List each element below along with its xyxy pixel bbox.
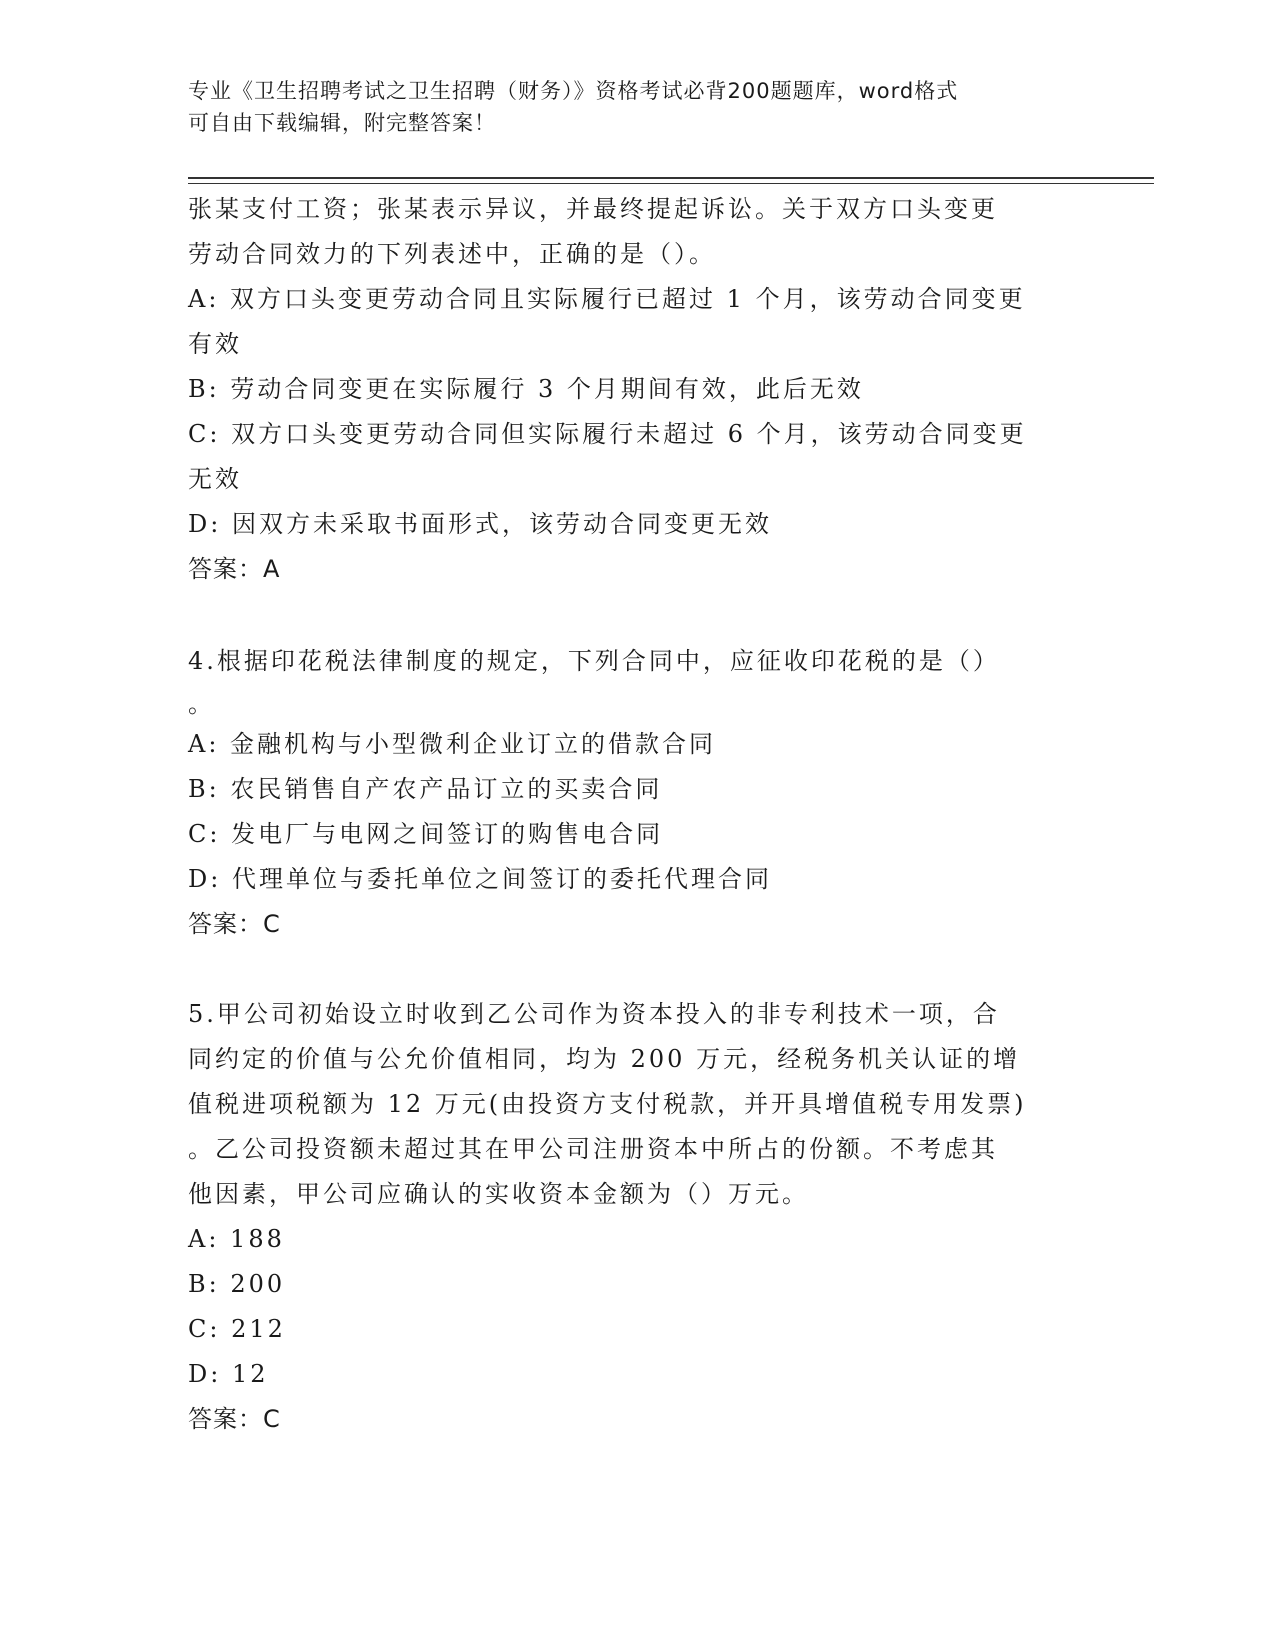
question-stem-line: 张某支付工资；张某表示异议，并最终提起诉讼。关于双方口头变更 (188, 195, 998, 223)
option-b: B: 农民销售自产农产品订立的买卖合同 (188, 775, 663, 803)
option-a: A: 金融机构与小型微利企业订立的借款合同 (188, 730, 717, 758)
question-stem-line: 5.甲公司初始设立时收到乙公司作为资本投入的非专利技术一项，合 (188, 1000, 1000, 1028)
option-a-continued: 有效 (188, 330, 242, 358)
question-stem-line: 劳动合同效力的下列表述中，正确的是（）。 (188, 240, 716, 268)
question-4 (188, 637, 1088, 947)
question-stem-line: 值税进项税额为 12 万元(由投资方支付税款，并开具增值税专用发票) (188, 1090, 1027, 1118)
page-header (188, 75, 1088, 139)
header-divider-thin (188, 183, 1154, 184)
question-stem-line: 。乙公司投资额未超过其在甲公司注册资本中所占的份额。不考虑其 (188, 1135, 998, 1163)
document-body (188, 187, 1088, 1442)
answer-label: 答案：C (188, 910, 281, 938)
option-d: D: 因双方未采取书面形式，该劳动合同变更无效 (188, 510, 772, 538)
question-3 (188, 187, 1088, 592)
header-divider-thick (188, 177, 1154, 179)
answer-label: 答案：A (188, 555, 281, 583)
answer-label: 答案：C (188, 1405, 281, 1433)
option-b: B: 劳动合同变更在实际履行 3 个月期间有效，此后无效 (188, 375, 864, 403)
document-title-line-1: 专业《卫生招聘考试之卫生招聘（财务）》资格考试必背200题题库，word格式 (188, 79, 959, 103)
option-c: C: 双方口头变更劳动合同但实际履行未超过 6 个月，该劳动合同变更 (188, 420, 1027, 448)
question-stem-line: 他因素，甲公司应确认的实收资本金额为（）万元。 (188, 1180, 809, 1208)
option-c: C: 发电厂与电网之间签订的购售电合同 (188, 820, 664, 848)
option-a: A: 188 (188, 1225, 285, 1253)
option-a: A: 双方口头变更劳动合同且实际履行已超过 1 个月，该劳动合同变更 (188, 285, 1026, 313)
option-d: D: 代理单位与委托单位之间签订的委托代理合同 (188, 865, 772, 893)
question-stem-line: 4.根据印花税法律制度的规定，下列合同中，应征收印花税的是（） (188, 647, 1000, 675)
question-stem-line: 。 (188, 690, 215, 718)
question-stem-line: 同约定的价值与公允价值相同，均为 200 万元，经税务机关认证的增 (188, 1045, 1021, 1073)
option-b: B: 200 (188, 1270, 286, 1298)
question-5 (188, 992, 1088, 1442)
option-c: C: 212 (188, 1315, 286, 1343)
option-c-continued: 无效 (188, 465, 242, 493)
document-title-line-2: 可自由下载编辑，附完整答案！ (188, 111, 496, 135)
option-d: D: 12 (188, 1360, 269, 1388)
